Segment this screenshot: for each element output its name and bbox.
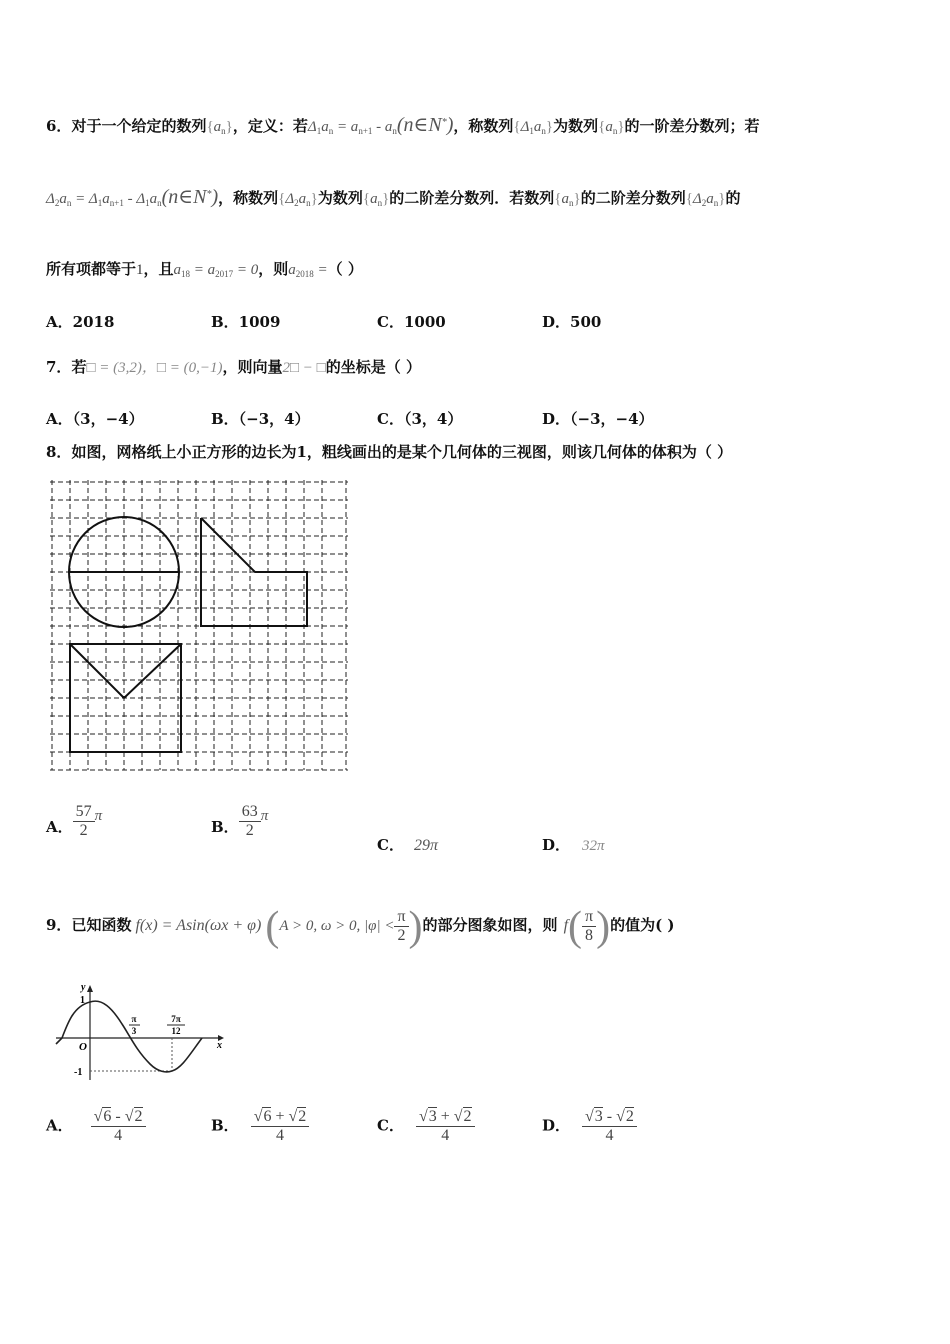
seq-an: $a_n$ bbox=[213, 119, 226, 136]
vector-expression: 2□ − □ bbox=[282, 360, 326, 376]
q6-option-a[interactable]: A．2018 bbox=[46, 313, 115, 331]
y-tick-one: 1 bbox=[80, 995, 85, 1006]
q8-option-b[interactable] bbox=[211, 802, 269, 840]
option-label: B． bbox=[211, 818, 239, 836]
three-view-grid-figure bbox=[48, 478, 350, 772]
q9-condition: A > 0, ω > 0, |φ| < bbox=[279, 918, 395, 934]
seq-delta1: $\Delta_1a_n$ bbox=[520, 119, 546, 136]
q9-number: 9． bbox=[46, 916, 72, 934]
y-arrow-icon bbox=[87, 985, 93, 992]
option-value: 29π bbox=[413, 837, 438, 854]
seq-an: $a_n$ bbox=[561, 191, 574, 208]
option-label: C． bbox=[377, 1116, 404, 1135]
q7-text: 若 bbox=[71, 358, 87, 376]
top-view-v-lines bbox=[70, 644, 181, 698]
seq-brace-close: } bbox=[382, 191, 390, 207]
seq-brace: { bbox=[685, 191, 693, 207]
sine-graph-figure bbox=[54, 980, 224, 1090]
option-label: D． bbox=[542, 836, 571, 854]
seq-brace: { bbox=[362, 191, 371, 207]
q8-option-d[interactable] bbox=[542, 834, 605, 855]
sine-curve bbox=[62, 1001, 202, 1072]
q8-line bbox=[46, 441, 732, 462]
q7-sep: ， bbox=[141, 360, 157, 376]
q6-text: 的二阶差分数列．若数列 bbox=[389, 189, 555, 207]
q9-option-d[interactable] bbox=[542, 1108, 637, 1145]
q6-text: 的二阶差分数列 bbox=[580, 189, 686, 207]
q6-option-b[interactable]: B．1009 bbox=[211, 313, 281, 331]
seq-an: $a_n$ bbox=[370, 191, 383, 208]
seq-delta2: $\Delta_2a_n$ bbox=[692, 191, 719, 208]
q6-condition: $a_{18} = a_{2017} = 0$ bbox=[173, 262, 259, 279]
q6-text: ，称数列 bbox=[218, 189, 279, 207]
f-symbol: f bbox=[563, 917, 569, 934]
q6-text: ，且 bbox=[143, 260, 174, 278]
seq-delta2: $\Delta_2a_n$ bbox=[285, 191, 311, 208]
fraction: $\frac{√3 + √2}{4}$ bbox=[416, 1108, 475, 1145]
seq-brace-close: } bbox=[225, 119, 233, 135]
fraction: $\frac{\pi}{8}$ bbox=[582, 908, 596, 945]
q8-option-a[interactable] bbox=[46, 802, 103, 840]
seq-brace: { bbox=[513, 119, 521, 135]
paren-close: ) bbox=[596, 904, 611, 950]
paren-open: ( bbox=[265, 904, 280, 950]
seq-brace: { bbox=[278, 191, 286, 207]
q7-text: ，则向量 bbox=[222, 358, 283, 376]
seq-brace-close: } bbox=[310, 191, 318, 207]
q8-text: 如图，网格纸上小正方形的边长为1，粗线画出的是某个几何体的三视图，则该几何体的体积为（ ） bbox=[71, 443, 733, 461]
q7-option-d[interactable]: D．（−3，−4） bbox=[542, 410, 654, 428]
q6-target: $a_{2018}$ = bbox=[288, 262, 328, 279]
q9-option-a[interactable] bbox=[46, 1108, 146, 1145]
q6-text: ，定义：若 bbox=[232, 117, 308, 135]
q9-function: f(x) = Asin(ωx + φ) bbox=[135, 917, 262, 934]
x-axis-label: x bbox=[217, 1040, 222, 1051]
paren-open: ( bbox=[568, 904, 583, 950]
sine-curve-start bbox=[56, 1038, 62, 1044]
q6-text: 为数列 bbox=[553, 117, 599, 135]
q8-number: 8． bbox=[46, 443, 72, 461]
option-label: C． bbox=[377, 836, 404, 854]
fraction: $\frac{\pi}{2}$ bbox=[394, 908, 408, 945]
vector-b: □ = (0,−1) bbox=[156, 360, 223, 376]
q7-option-c[interactable]: C．（3，4） bbox=[377, 410, 463, 428]
q6-option-d[interactable]: D．500 bbox=[542, 313, 602, 331]
q7-text: 的坐标是（ ） bbox=[325, 358, 421, 376]
answer-blank: （ ） bbox=[327, 260, 363, 278]
option-label: B． bbox=[211, 1116, 239, 1135]
pi-symbol: π bbox=[94, 808, 103, 824]
q6-line2 bbox=[46, 184, 740, 209]
tick-pi-3-den: 3 bbox=[131, 1026, 137, 1036]
q6-second-diff-def: $\Delta_2a_n = \Delta_1a_{n+1}$ - $\Delta_1a_n(n\in N^*)$ bbox=[46, 186, 219, 208]
q6-number: 6． bbox=[46, 117, 72, 135]
origin-label: O bbox=[79, 1041, 87, 1053]
seq-an: $a_n$ bbox=[605, 119, 618, 136]
fraction: $\frac{√3 - √2}{4}$ bbox=[582, 1108, 637, 1145]
q9-text: 已知函数 bbox=[71, 916, 132, 934]
q6-text: ，则 bbox=[258, 260, 289, 278]
q7-option-b[interactable]: B．（−3，4） bbox=[211, 410, 310, 428]
q6-line3 bbox=[46, 258, 363, 279]
seq-brace-close: } bbox=[545, 119, 554, 135]
q7-option-a[interactable]: A．（3，−4） bbox=[46, 410, 144, 428]
q6-option-c[interactable]: C．1000 bbox=[377, 313, 446, 331]
side-view-shape bbox=[201, 518, 307, 626]
option-label: A． bbox=[46, 818, 73, 836]
q9-text: 的值为( ) bbox=[610, 916, 675, 934]
pi-symbol: π bbox=[260, 808, 269, 824]
y-tick-neg-one: -1 bbox=[74, 1067, 83, 1078]
fraction: $\frac{√6 + √2}{4}$ bbox=[251, 1108, 310, 1145]
fraction: $\frac{63}{2}$ bbox=[239, 803, 261, 840]
seq-brace-close: } bbox=[573, 191, 581, 207]
vector-a: □ = (3,2) bbox=[86, 360, 142, 376]
option-value: 32π bbox=[582, 838, 605, 854]
fraction: $\frac{57}{2}$ bbox=[73, 803, 95, 840]
q7-number: 7． bbox=[46, 358, 72, 376]
tick-7pi-12-num: 7π bbox=[171, 1014, 181, 1024]
seq-brace: { bbox=[554, 191, 562, 207]
value-one: 1 bbox=[136, 262, 144, 278]
fraction: $\frac{√6 - √2}{4}$ bbox=[91, 1108, 146, 1145]
q9-option-c[interactable] bbox=[377, 1108, 475, 1145]
seq-brace: { bbox=[598, 119, 606, 135]
q6-definition: $\Delta_1a_n = a_{n+1}$ - $a_n(n\in N^*)$ bbox=[307, 114, 454, 136]
option-label: D． bbox=[542, 1116, 571, 1135]
q6-text: 的一阶差分数列；若 bbox=[624, 117, 760, 135]
q6-text: 所有项都等于 bbox=[46, 260, 137, 278]
paren-close: ) bbox=[408, 904, 423, 950]
y-axis-label: y bbox=[81, 982, 86, 993]
seq-brace-close: } bbox=[718, 191, 726, 207]
q6-text: 为数列 bbox=[317, 189, 363, 207]
q6-text: 的 bbox=[725, 189, 741, 207]
tick-7pi-12-den: 12 bbox=[171, 1026, 181, 1036]
q7-line bbox=[46, 356, 421, 377]
q8-option-c[interactable] bbox=[377, 834, 438, 855]
q6-text: ，称数列 bbox=[453, 117, 514, 135]
q9-line bbox=[46, 903, 675, 951]
tick-pi-3-num: π bbox=[131, 1014, 137, 1024]
q6-line1 bbox=[46, 112, 760, 137]
seq-brace: { bbox=[206, 119, 214, 135]
q9-option-b[interactable] bbox=[211, 1108, 309, 1145]
option-label: A． bbox=[46, 1116, 73, 1135]
q9-text: 的部分图象如图，则 bbox=[422, 916, 558, 934]
q6-text: 对于一个给定的数列 bbox=[71, 117, 207, 135]
seq-brace-close: } bbox=[617, 119, 625, 135]
